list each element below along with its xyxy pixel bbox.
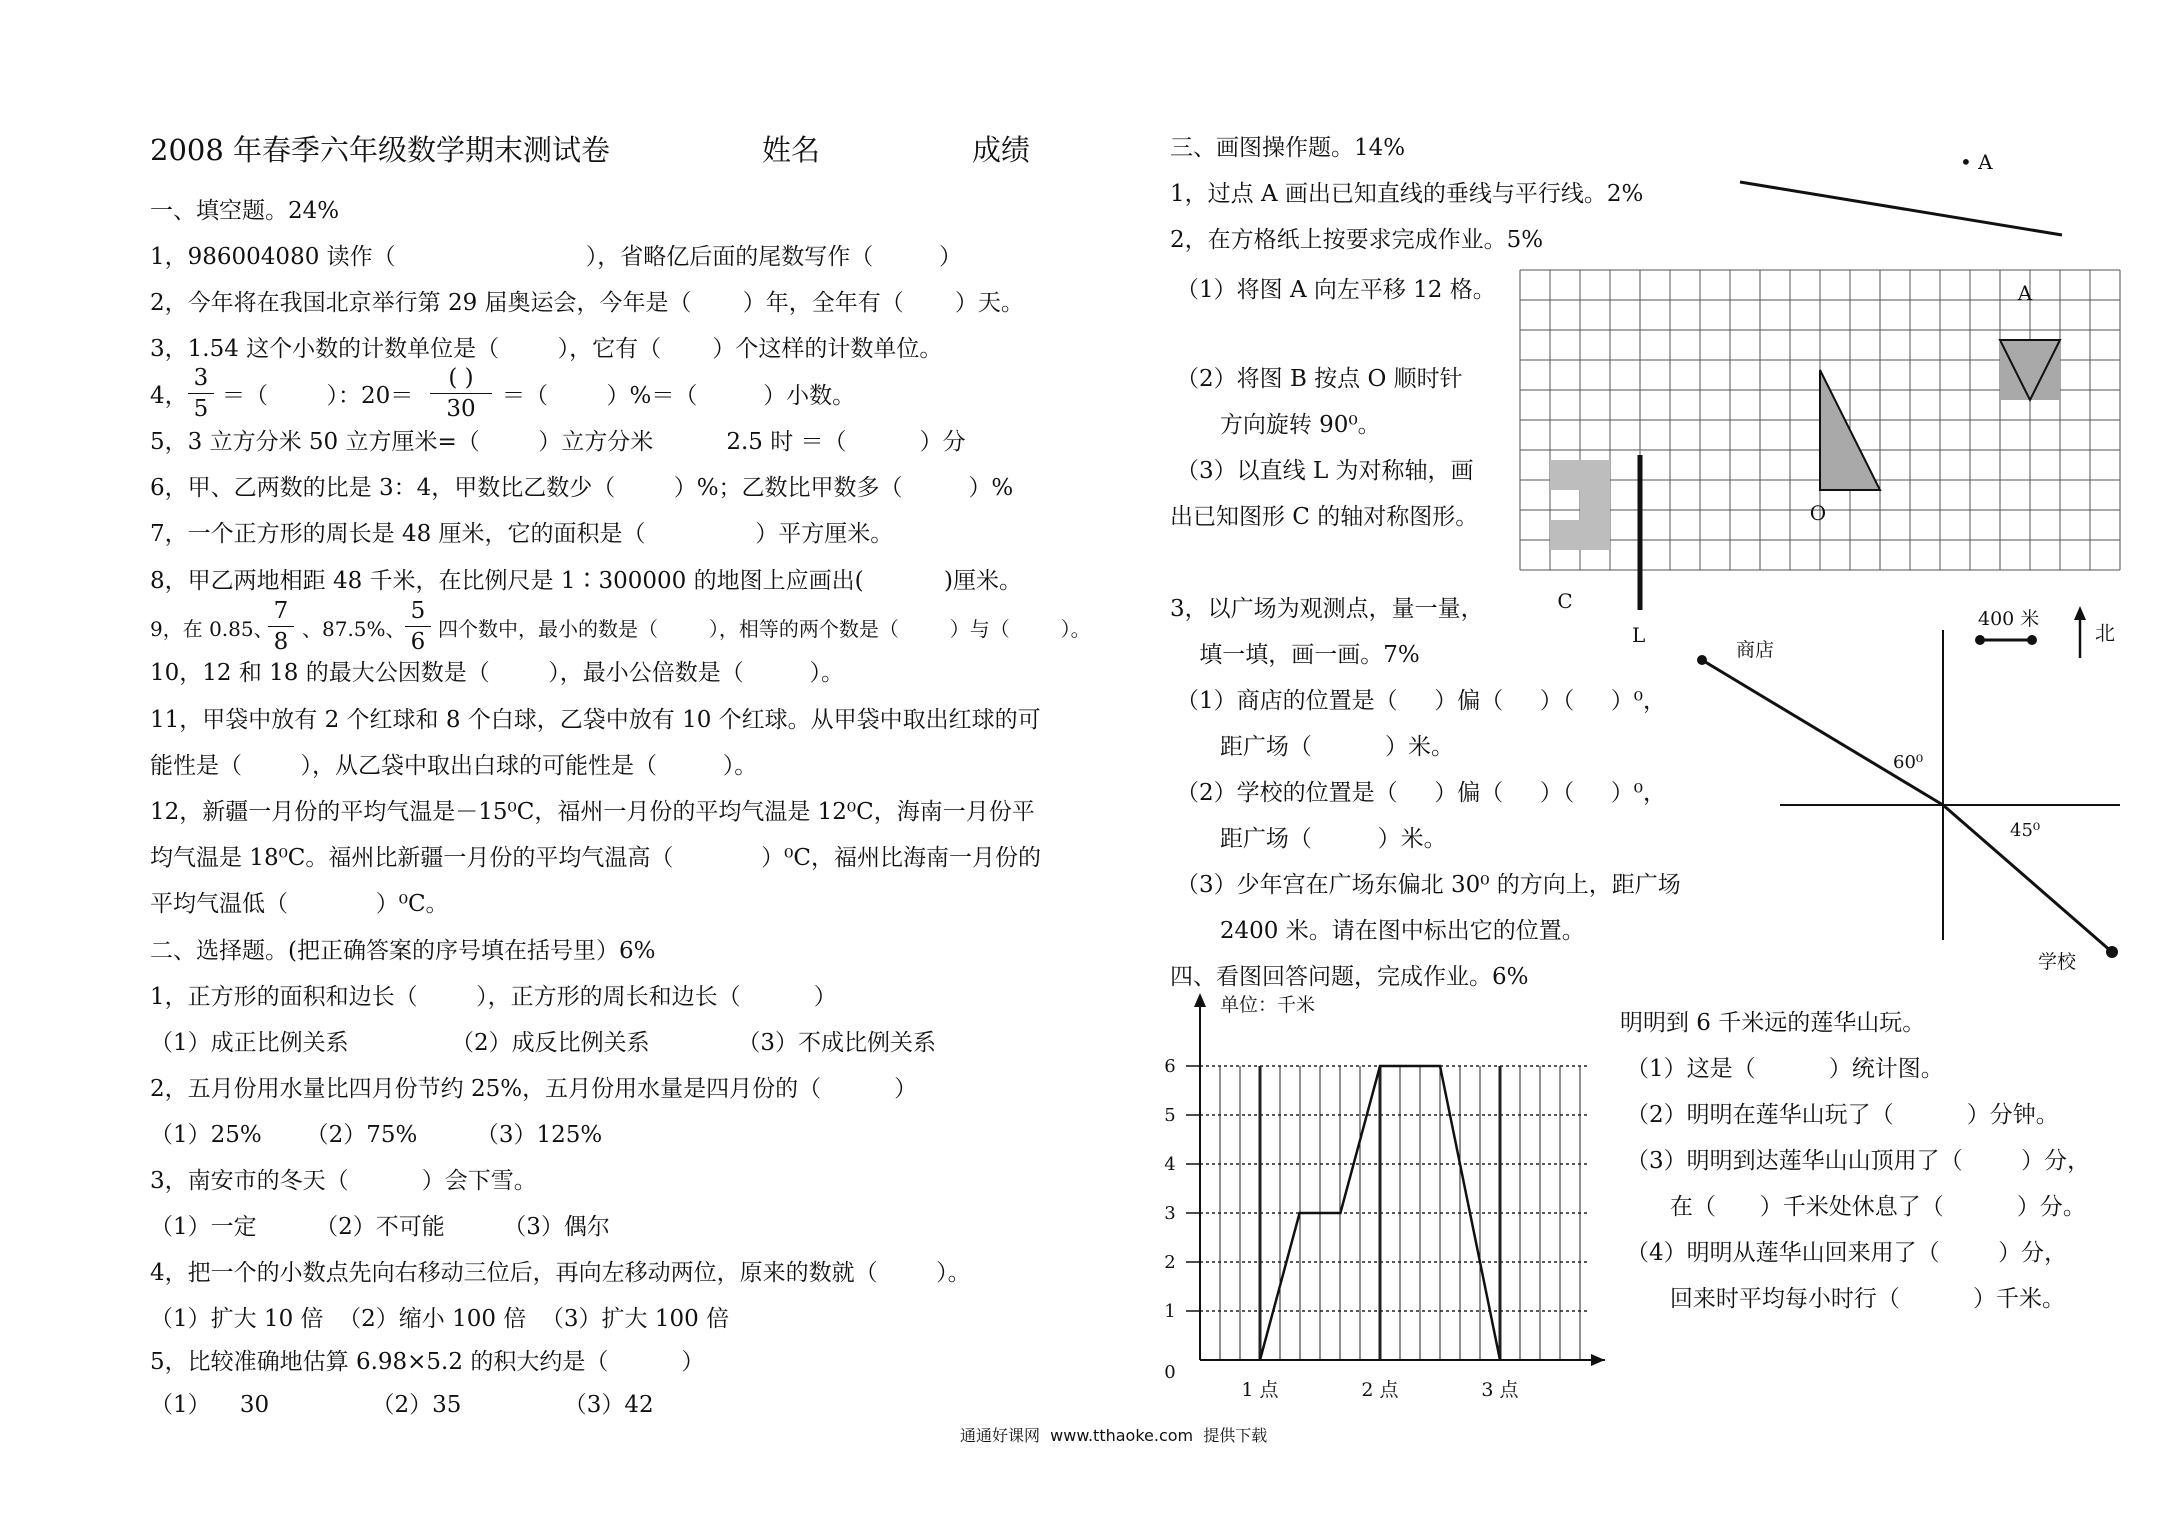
chart-y-axis-arrow xyxy=(1194,993,1206,1007)
s1-q2: 2，今年将在我国北京举行第 29 届奥运会，今年是（ ）年，全年有（ ）天。 xyxy=(150,290,1024,316)
s1-q8: 8，甲乙两地相距 48 千米，在比例尺是 1∶300000 的地图上应画出( )厘米。 xyxy=(150,568,1022,594)
point-a-label: • A xyxy=(1960,150,1993,174)
section-3-heading: 三、画图操作题。14% xyxy=(1170,135,1406,161)
s3-q3-1a: （1）商店的位置是（ ）偏（ ）（ ）⁰， xyxy=(1176,688,1667,714)
q4-fraction-3-5: 3 5 xyxy=(188,365,214,422)
s4-q1: （1）这是（ ）统计图。 xyxy=(1626,1056,1944,1082)
q9-fraction-7-8: 7 8 xyxy=(268,598,294,655)
s1-q12-line2: 均气温是 18⁰C。福州比新疆一月份的平均气温高（ ）⁰C，福州比海南一月份的 xyxy=(150,845,1041,871)
s1-q9-part-c: 四个数中，最小的数是（ ），相等的两个数是（ ）与（ ）。 xyxy=(438,617,1091,641)
s3-q2-2a: （2）将图 B 按点 O 顺时针 xyxy=(1176,366,1463,392)
q9-fraction-5-6: 5 6 xyxy=(405,598,431,655)
grid-label-c: C xyxy=(1557,589,1573,613)
grid-label-l: L xyxy=(1632,623,1646,647)
s3-q2-2b: 方向旋转 90⁰。 xyxy=(1176,412,1381,438)
s2-q5-options: （1） 30 （2）35 （3）42 xyxy=(150,1392,654,1418)
s1-q5: 5，3 立方分米 50 立方厘米=（ ）立方分米 2.5 时 ＝（ ）分 xyxy=(150,429,966,455)
chart-x-tick-label: 3 点 xyxy=(1481,1379,1519,1401)
shop-label: 商店 xyxy=(1736,639,1775,661)
direction-map xyxy=(1680,600,2115,980)
s1-q4-part-a: ＝（ ）：20＝ xyxy=(222,383,414,409)
s1-q12-line3: 平均气温低（ ）⁰C。 xyxy=(150,891,449,917)
north-arrow-head xyxy=(2074,606,2086,620)
chart-y-tick-label: 4 xyxy=(1164,1154,1176,1175)
shape-c xyxy=(1550,460,1610,550)
s1-q4-part-b: ＝（ ）%＝（ ）小数。 xyxy=(502,383,856,409)
chart-y-tick-label: 6 xyxy=(1164,1056,1176,1077)
shop-direction-line xyxy=(1702,660,1943,805)
scale-bar-end xyxy=(2027,635,2037,645)
s1-q3: 3，1.54 这个小数的计数单位是（ ），它有（ ）个这样的计数单位。 xyxy=(150,336,943,362)
s1-q12-line1: 12，新疆一月份的平均气温是－15⁰C，福州一月份的平均气温是 12⁰C，海南一月份平 xyxy=(150,799,1035,825)
q4-fraction-blank-30: ( ) 30 xyxy=(430,365,492,422)
grid-paper xyxy=(1520,270,2120,613)
chart-x-tick-label: 2 点 xyxy=(1361,1379,1399,1401)
angle-label-45: 45⁰ xyxy=(2010,820,2041,841)
s4-q3b: 在（ ）千米处休息了（ ）分。 xyxy=(1626,1194,2086,1220)
name-label: 姓名 xyxy=(762,133,821,167)
chart-y-tick-label: 2 xyxy=(1164,1252,1176,1273)
distance-time-chart xyxy=(1150,985,1620,1405)
s3-q1: 1，过点 A 画出已知直线的垂线与平行线。2% xyxy=(1170,181,1644,207)
s4-q4a: （4）明明从莲华山回来用了（ ）分， xyxy=(1626,1240,2068,1266)
grid-label-o: O xyxy=(1809,501,1827,525)
s3-q2-3a: （3）以直线 L 为对称轴，画 xyxy=(1176,458,1474,484)
chart-x-axis-arrow xyxy=(1591,1354,1605,1366)
score-label: 成绩 xyxy=(972,133,1031,167)
s1-q4-prefix: 4， xyxy=(150,383,188,409)
s3-q2-3b: 出已知图形 C 的轴对称图形。 xyxy=(1170,504,1479,530)
s1-q1: 1，986004080 读作（ ），省略亿后面的尾数写作（ ） xyxy=(150,244,963,270)
s2-q4-options: （1）扩大 10 倍 （2）缩小 100 倍 （3）扩大 100 倍 xyxy=(150,1306,730,1332)
s2-q3: 3，南安市的冬天（ ）会下雪。 xyxy=(150,1168,537,1194)
north-label: 北 xyxy=(2095,621,2115,645)
chart-y-tick-label: 0 xyxy=(1164,1362,1176,1383)
s3-q3-2a: （2）学校的位置是（ ）偏（ ）（ ）⁰， xyxy=(1176,780,1667,806)
s2-q2-options: （1）25% （2）75% （3）125% xyxy=(150,1122,603,1148)
exam-title: 2008 年春季六年级数学期末测试卷 xyxy=(150,133,611,167)
s3-q2-1: （1）将图 A 向左平移 12 格。 xyxy=(1176,277,1496,303)
chart-y-tick-label: 3 xyxy=(1164,1203,1176,1224)
s3-q3-3a: （3）少年宫在广场东偏北 30⁰ 的方向上，距广场 xyxy=(1176,872,1681,898)
s1-q6: 6，甲、乙两数的比是 3：4，甲数比乙数少（ ）%；乙数比甲数多（ ）% xyxy=(150,475,1014,501)
school-label: 学校 xyxy=(2038,951,2077,973)
s2-q1: 1，正方形的面积和边长（ ），正方形的周长和边长（ ） xyxy=(150,984,837,1010)
s3-q2: 2，在方格纸上按要求完成作业。5% xyxy=(1170,227,1544,253)
grid-label-a: A xyxy=(2017,281,2033,305)
s4-intro: 明明到 6 千米远的莲华山玩。 xyxy=(1620,1010,1926,1036)
chart-y-tick-label: 5 xyxy=(1164,1105,1176,1126)
chart-x-tick-label: 1 点 xyxy=(1241,1379,1279,1401)
s2-q5: 5，比较准确地估算 6.98×5.2 的积大约是（ ） xyxy=(150,1349,705,1375)
s2-q4: 4，把一个的小数点先向右移动三位后，再向左移动两位，原来的数就（ ）。 xyxy=(150,1260,971,1286)
s3-q3-1b: 距广场（ ）米。 xyxy=(1176,734,1454,760)
s3-q3-3b: 2400 米。请在图中标出它的位置。 xyxy=(1176,918,1585,944)
s1-q9-part-b: 、87.5%、 xyxy=(302,617,406,641)
section-4-heading: 四、看图回答问题，完成作业。6% xyxy=(1170,964,1529,990)
s2-q2: 2，五月份用水量比四月份节约 25%，五月份用水量是四月份的（ ） xyxy=(150,1076,918,1102)
s2-q3-options: （1）一定 （2）不可能 （3）偶尔 xyxy=(150,1214,610,1240)
section-1-heading: 一、填空题。24% xyxy=(150,198,340,224)
s3-q3-a: 3，以广场为观测点，量一量， xyxy=(1170,596,1484,622)
chart-y-unit-label: 单位：千米 xyxy=(1220,994,1316,1016)
chart-y-tick-label: 1 xyxy=(1164,1301,1176,1322)
angle-label-60: 60⁰ xyxy=(1893,752,1924,773)
s1-q7: 7，一个正方形的周长是 48 厘米，它的面积是（ ）平方厘米。 xyxy=(150,521,894,547)
shop-point xyxy=(1697,655,1707,665)
s4-q4b: 回来时平均每小时行（ ）千米。 xyxy=(1626,1286,2065,1312)
s1-q11-line2: 能性是（ ），从乙袋中取出白球的可能性是（ ）。 xyxy=(150,753,758,779)
scale-bar-start xyxy=(1975,635,1985,645)
shape-a xyxy=(2000,340,2060,400)
s3-q3-2b: 距广场（ ）米。 xyxy=(1176,826,1447,852)
s2-q1-options: （1）成正比例关系 （2）成反比例关系 （3）不成比例关系 xyxy=(150,1030,936,1056)
s1-q10: 10，12 和 18 的最大公因数是（ ），最小公倍数是（ ）。 xyxy=(150,660,845,686)
scale-label: 400 米 xyxy=(1978,608,2040,630)
s1-q11-line1: 11，甲袋中放有 2 个红球和 8 个白球，乙袋中放有 10 个红球。从甲袋中取出红球的可 xyxy=(150,707,1041,733)
s4-q2: （2）明明在莲华山玩了（ ）分钟。 xyxy=(1626,1102,2059,1128)
s4-q3a: （3）明明到达莲华山山顶用了（ ）分， xyxy=(1626,1148,2091,1174)
school-point xyxy=(2106,946,2118,958)
footer-credit: 通通好课网 www.tthaoke.com 提供下载 xyxy=(960,1426,1268,1445)
s3-q3-b: 填一填，画一画。7% xyxy=(1170,642,1420,668)
s1-q9-part-a: 9，在 0.85、 xyxy=(150,617,274,641)
section-2-heading: 二、选择题。(把正确答案的序号填在括号里）6% xyxy=(150,938,656,964)
